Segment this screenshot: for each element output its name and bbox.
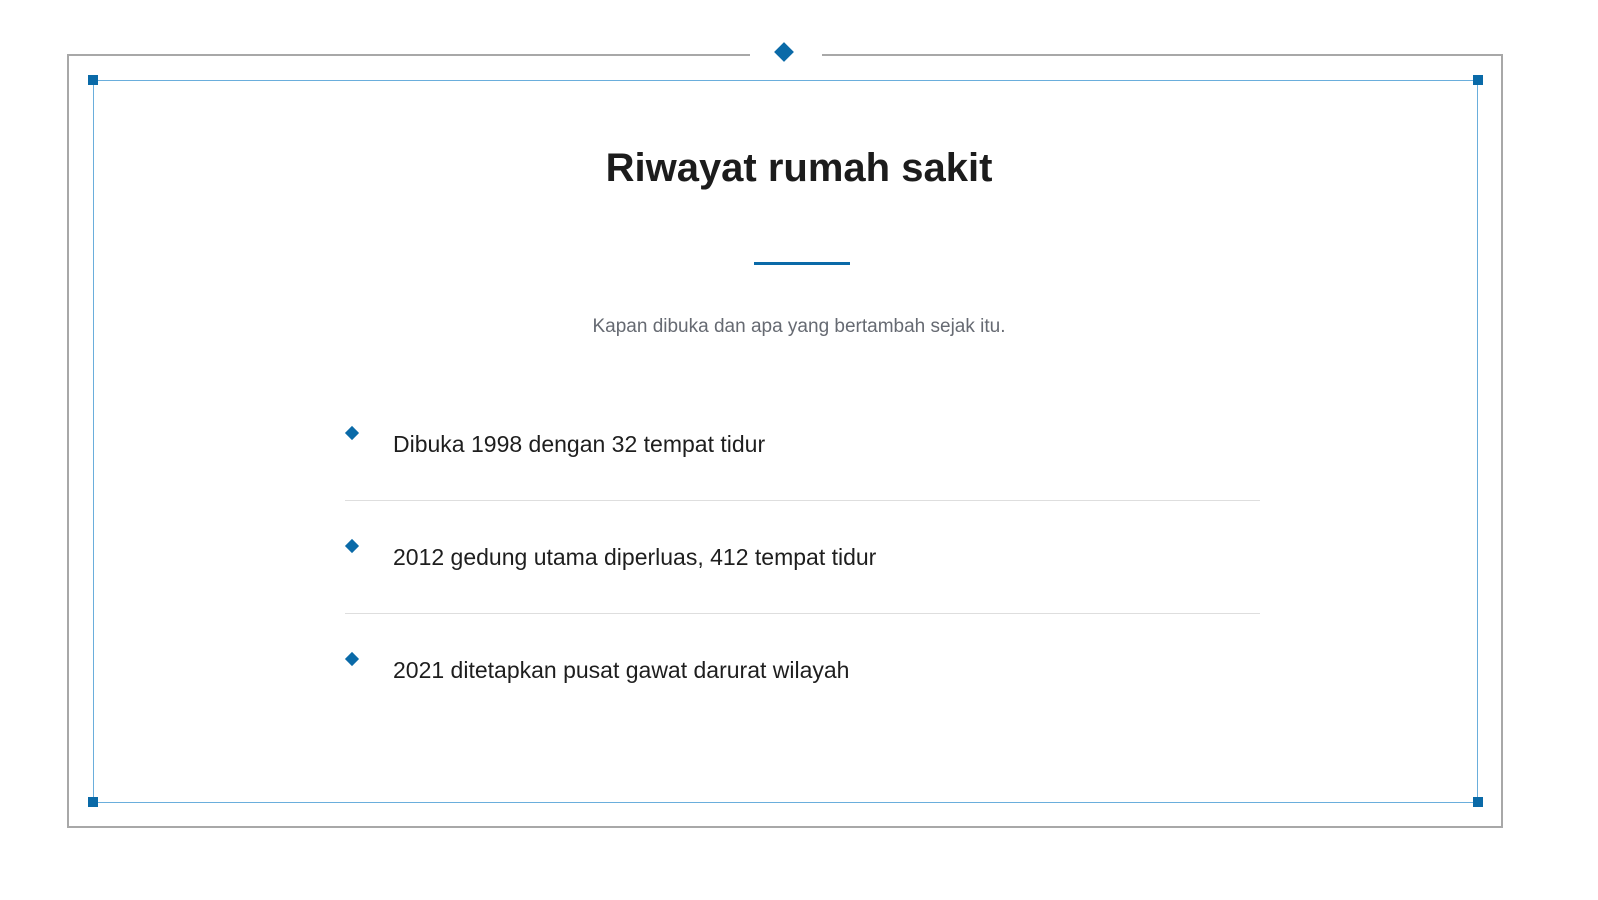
diamond-bullet-icon <box>345 652 359 666</box>
list-item-text: Dibuka 1998 dengan 32 tempat tidur <box>393 431 766 457</box>
slide-subtitle: Kapan dibuka dan apa yang bertambah sejak itu. <box>592 316 1006 337</box>
diamond-bullet-icon <box>345 426 359 440</box>
list-item-text: 2021 ditetapkan pusat gawat darurat wilayah <box>393 657 850 683</box>
list-item <box>345 388 1260 501</box>
corner-handle-icon <box>88 797 98 807</box>
diamond-bullet-icon <box>345 539 359 553</box>
corner-handle-icon <box>1473 797 1483 807</box>
history-list <box>345 388 1260 727</box>
list-item-text: 2012 gedung utama diperluas, 412 tempat tidur <box>393 544 877 570</box>
slide-title: Riwayat rumah sakit <box>605 146 993 190</box>
list-item <box>345 614 1260 727</box>
title-underline <box>754 262 850 265</box>
list-item <box>345 501 1260 614</box>
corner-handle-icon <box>1473 75 1483 85</box>
corner-handle-icon <box>88 75 98 85</box>
